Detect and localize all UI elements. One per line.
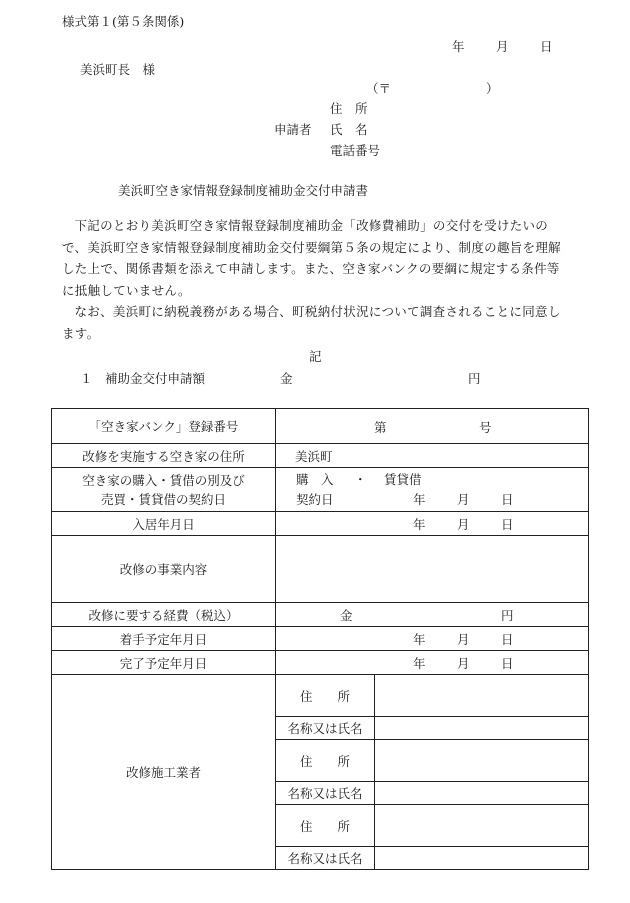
- row-bank-number: [52, 409, 589, 444]
- row-move-in: [52, 512, 589, 536]
- date-month-label: 月: [496, 39, 509, 54]
- content-field[interactable]: [276, 536, 589, 603]
- end-day: 日: [501, 656, 514, 671]
- date-year-label: 年: [452, 39, 465, 54]
- contract-date-label: 契約日: [296, 492, 334, 507]
- item1-label: １ 補助金交付申請額: [80, 371, 206, 386]
- contractor-1-address-label: 住 所: [276, 675, 375, 717]
- move-in-year: 年: [413, 517, 426, 532]
- house-address-label: 改修を実施する空き家の住所: [52, 444, 276, 468]
- start-label: 着手予定年月日: [52, 627, 276, 651]
- house-address-field[interactable]: [276, 444, 589, 468]
- move-in-month: 月: [457, 517, 470, 532]
- row-end: [52, 651, 589, 675]
- document-title: 美浜町空き家情報登録制度補助金交付申請書: [118, 183, 369, 198]
- address-label: 住 所: [330, 101, 368, 116]
- purchase-label-line1: 空き家の購入・賃借の別及び: [82, 472, 245, 488]
- contractor-2-name-label: 名称又は氏名: [276, 782, 375, 805]
- contractor-3-name-label: 名称又は氏名: [276, 847, 375, 870]
- paragraph-1: 下記のとおり美浜町空き家情報登録制度補助金「改修費補助」の交付を受けたいので、美浜町空き家情報登録制度補助金交付要綱第５条の規定により、制度の趣旨を理解した上で、関係書類を添えて申請します。また、空き家バンクの要綱に規定する条件等に抵触していません。: [62, 218, 561, 298]
- move-in-field[interactable]: [276, 512, 589, 536]
- end-year: 年: [413, 656, 426, 671]
- contractor-1-name-field[interactable]: [375, 717, 589, 740]
- contractor-2-name-field[interactable]: [375, 782, 589, 805]
- cost-yen: 円: [501, 608, 514, 623]
- house-address-value: 美浜町: [295, 449, 333, 464]
- contract-month: 月: [457, 492, 470, 507]
- option-separator: ・: [354, 472, 367, 487]
- move-in-label: 入居年月日: [52, 512, 276, 536]
- cost-kin: 金: [340, 608, 353, 623]
- bank-number-label: 「空き家バンク」登録番号: [52, 409, 276, 444]
- row-start: [52, 627, 589, 651]
- row-address: [52, 444, 589, 468]
- contractor-3-name-field[interactable]: [375, 847, 589, 870]
- bank-number-field[interactable]: [276, 409, 589, 444]
- start-day: 日: [501, 632, 514, 647]
- item1-yen: 円: [468, 371, 481, 386]
- contractor-1-address-field[interactable]: [375, 675, 589, 717]
- contractor-3-address-label: 住 所: [276, 805, 375, 847]
- purchase-label: [52, 468, 276, 512]
- start-field[interactable]: [276, 627, 589, 651]
- bank-number-dai: 第: [374, 420, 387, 435]
- row-cost: [52, 603, 589, 627]
- contractor-2-address-field[interactable]: [375, 740, 589, 782]
- application-table: [51, 408, 589, 870]
- start-month: 月: [457, 632, 470, 647]
- option-buy[interactable]: 購 入: [296, 472, 334, 487]
- row-contractor-1-address: [52, 675, 589, 717]
- move-in-day: 日: [501, 517, 514, 532]
- contract-day: 日: [501, 492, 514, 507]
- applicant-label: 申請者: [274, 122, 312, 137]
- contractor-1-name-label: 名称又は氏名: [276, 717, 375, 740]
- contractor-3-address-field[interactable]: [375, 805, 589, 847]
- date-day-label: 日: [540, 39, 553, 54]
- form-number: 様式第１(第５条関係): [62, 14, 185, 29]
- end-field[interactable]: [276, 651, 589, 675]
- postal-close: ）: [486, 81, 499, 96]
- end-month: 月: [457, 656, 470, 671]
- contractor-label: 改修施工業者: [52, 675, 276, 870]
- row-purchase: [52, 468, 589, 512]
- item1-kin: 金: [280, 371, 293, 386]
- contract-year: 年: [413, 492, 426, 507]
- phone-label: 電話番号: [330, 143, 381, 158]
- cost-field[interactable]: [276, 603, 589, 627]
- purchase-field[interactable]: [276, 468, 589, 512]
- cost-label: 改修に要する経費（税込）: [52, 603, 276, 627]
- row-content: [52, 536, 589, 603]
- end-label: 完了予定年月日: [52, 651, 276, 675]
- addressee: 美浜町長 様: [80, 62, 156, 77]
- content-label: 改修の事業内容: [52, 536, 276, 603]
- body-text: [62, 215, 570, 344]
- postal-open: （〒: [366, 81, 392, 96]
- option-lease[interactable]: 賃貸借: [384, 472, 422, 487]
- purchase-label-line2: 売買・賃貸借の契約日: [100, 491, 226, 507]
- bank-number-go: 号: [479, 420, 492, 435]
- name-label: 氏 名: [330, 122, 368, 137]
- start-year: 年: [413, 632, 426, 647]
- contractor-2-address-label: 住 所: [276, 740, 375, 782]
- paragraph-2: なお、美浜町に納税義務がある場合、町税納付状況について調査されることに同意します。: [62, 304, 561, 341]
- ki-heading: 記: [309, 349, 322, 364]
